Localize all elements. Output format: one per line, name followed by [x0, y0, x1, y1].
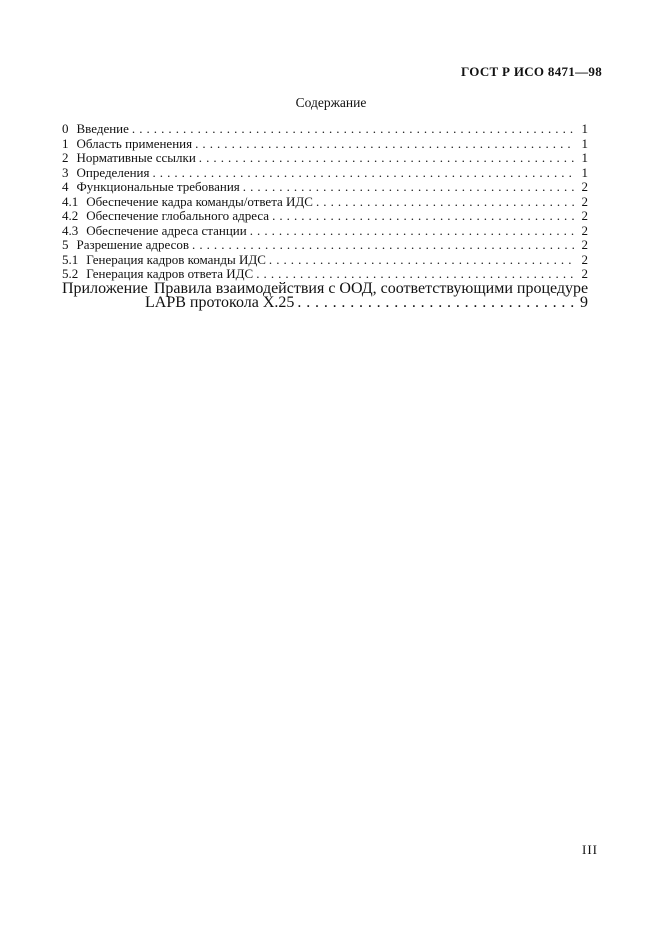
toc-entry: [62, 137, 588, 152]
toc-entry-page: 2: [581, 208, 588, 223]
toc-entry-number: 4.1: [62, 193, 79, 209]
toc-entry-title: Генерация кадров ответа ИДС: [86, 266, 254, 281]
dot-leader: [195, 137, 574, 152]
toc-entry-title: Обеспечение глобального адреса: [86, 208, 270, 223]
toc-appendix-line2: [62, 296, 588, 311]
toc-entry-page: 2: [581, 251, 588, 267]
document-code: ГОСТ Р ИСО 8471—98: [461, 64, 602, 79]
toc-entry-number: 0: [62, 121, 69, 136]
toc-entry: [62, 238, 588, 253]
toc-entry-page: 2: [581, 179, 588, 194]
toc-list: [62, 122, 588, 282]
toc-appendix-label: Приложение: [62, 279, 148, 297]
toc-entry-number: 5.2: [62, 266, 79, 281]
toc-entry-title: Нормативные ссылки: [76, 150, 196, 165]
toc-entry-title: Генерация кадров команды ИДС: [86, 251, 266, 267]
toc-entry: [62, 180, 588, 195]
toc-entry-page: 1: [581, 150, 588, 165]
toc-entry-title: Обеспечение адреса станции: [86, 222, 247, 238]
toc-entry-number: 1: [62, 135, 69, 151]
toc-entry: [62, 209, 588, 224]
toc-title: Содержание: [295, 95, 367, 110]
dot-leader: [250, 224, 574, 239]
toc-entry-page: 2: [581, 237, 588, 252]
folio-page-number: III: [582, 842, 598, 857]
toc-appendix-page: 9: [580, 294, 588, 311]
toc-appendix-line1: [62, 279, 589, 297]
toc-entry-page: 1: [581, 164, 588, 180]
toc-entry-number: 5: [62, 237, 69, 252]
toc-entry-number: 3: [62, 164, 69, 180]
toc-entry-page: 2: [581, 193, 588, 209]
toc-entry: [62, 224, 588, 239]
dot-leader: [152, 166, 574, 181]
toc-entry-page: 2: [581, 222, 588, 238]
dot-leader: [316, 195, 574, 210]
toc-entry-title: Введение: [76, 121, 129, 136]
toc-entry-title: Область применения: [76, 135, 193, 151]
toc-entry-number: 4.3: [62, 222, 79, 238]
toc-entry-number: 4: [62, 179, 69, 194]
toc-entry-number: 2: [62, 150, 69, 165]
toc-entry-number: 5.1: [62, 251, 79, 267]
toc-entry-page: 1: [581, 121, 588, 136]
toc-entry: [62, 195, 588, 210]
toc-entry: [62, 122, 588, 137]
toc-entry-page: 1: [581, 135, 588, 151]
dot-leader: [272, 209, 574, 224]
toc-entry-title: Функциональные требования: [76, 179, 240, 194]
dot-leader: [297, 296, 574, 311]
toc-entry: [62, 151, 588, 166]
toc-entry: [62, 166, 588, 181]
dot-leader: [132, 122, 574, 137]
toc-entry-page: 2: [581, 266, 588, 281]
toc-appendix-title: Правила взаимодействия с ООД, соответствующими процедуре: [153, 279, 589, 297]
toc-entry-title: Определения: [76, 164, 150, 180]
dot-leader: [269, 253, 574, 268]
toc-entry-title: Разрешение адресов: [76, 237, 190, 252]
toc-appendix-title-continued: LAPB протокола X.25: [145, 294, 295, 311]
dot-leader: [243, 180, 574, 195]
dot-leader: [192, 238, 574, 253]
toc-entry-number: 4.2: [62, 208, 79, 223]
toc-entry-title: Обеспечение кадра команды/ответа ИДС: [86, 193, 313, 209]
dot-leader: [199, 151, 574, 166]
toc-appendix-entry: [62, 279, 589, 311]
toc-entry: [62, 253, 588, 268]
